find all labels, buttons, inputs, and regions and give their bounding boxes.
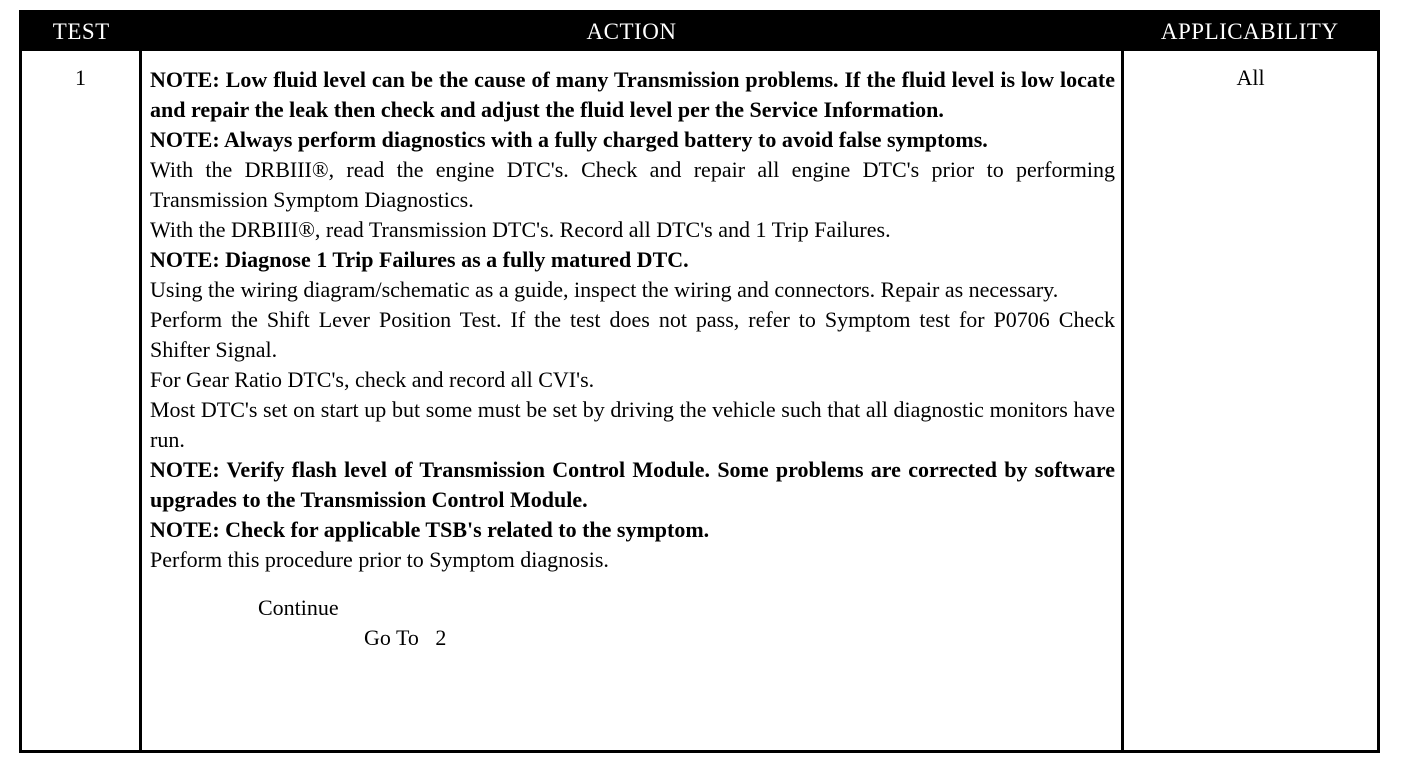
diagnostic-test-table	[19, 10, 1380, 753]
action-step: Perform this procedure prior to Symptom diagnosis.	[150, 547, 609, 572]
test-number: 1	[75, 65, 86, 90]
action-cell	[141, 51, 1123, 752]
action-note: NOTE: Verify flash level of Transmission Control Module. Some problems are corrected by software upgrades to the Transmission Control Module.	[150, 457, 1115, 512]
action-step: Most DTC's set on start up but some must be set by driving the vehicle such that all diagnostic monitors have run.	[150, 397, 1115, 452]
table-row	[21, 51, 1379, 752]
action-note: NOTE: Always perform diagnostics with a fully charged battery to avoid false symptoms.	[150, 127, 988, 152]
table-header-row	[21, 12, 1379, 52]
header-action: ACTION	[141, 12, 1123, 52]
goto-label: Go To 2	[364, 625, 447, 650]
action-note: NOTE: Low fluid level can be the cause of many Transmission problems. If the fluid level is low locate and repair the leak then check and adjust the fluid level per the Service Information.	[150, 67, 1115, 122]
action-note: NOTE: Diagnose 1 Trip Failures as a fully matured DTC.	[150, 247, 689, 272]
action-step: With the DRBIII®, read Transmission DTC's. Record all DTC's and 1 Trip Failures.	[150, 217, 891, 242]
applicability-value: All	[1236, 65, 1265, 90]
action-note: NOTE: Check for applicable TSB's related to the symptom.	[150, 517, 710, 542]
continue-block	[150, 593, 1115, 653]
header-applicability: APPLICABILITY	[1123, 12, 1379, 52]
action-step: For Gear Ratio DTC's, check and record all CVI's.	[150, 367, 595, 392]
action-step: With the DRBIII®, read the engine DTC's. Check and repair all engine DTC's prior to performing Transmission Symptom Diagnostics.	[150, 157, 1115, 212]
action-step: Using the wiring diagram/schematic as a guide, inspect the wiring and connectors. Repair as necessary.	[150, 277, 1059, 302]
header-test: TEST	[21, 12, 141, 52]
action-step: Perform the Shift Lever Position Test. If the test does not pass, refer to Symptom test for P0706 Check Shifter Signal.	[150, 307, 1115, 362]
continue-label: Continue	[258, 595, 339, 620]
action-paragraphs	[150, 65, 1115, 575]
